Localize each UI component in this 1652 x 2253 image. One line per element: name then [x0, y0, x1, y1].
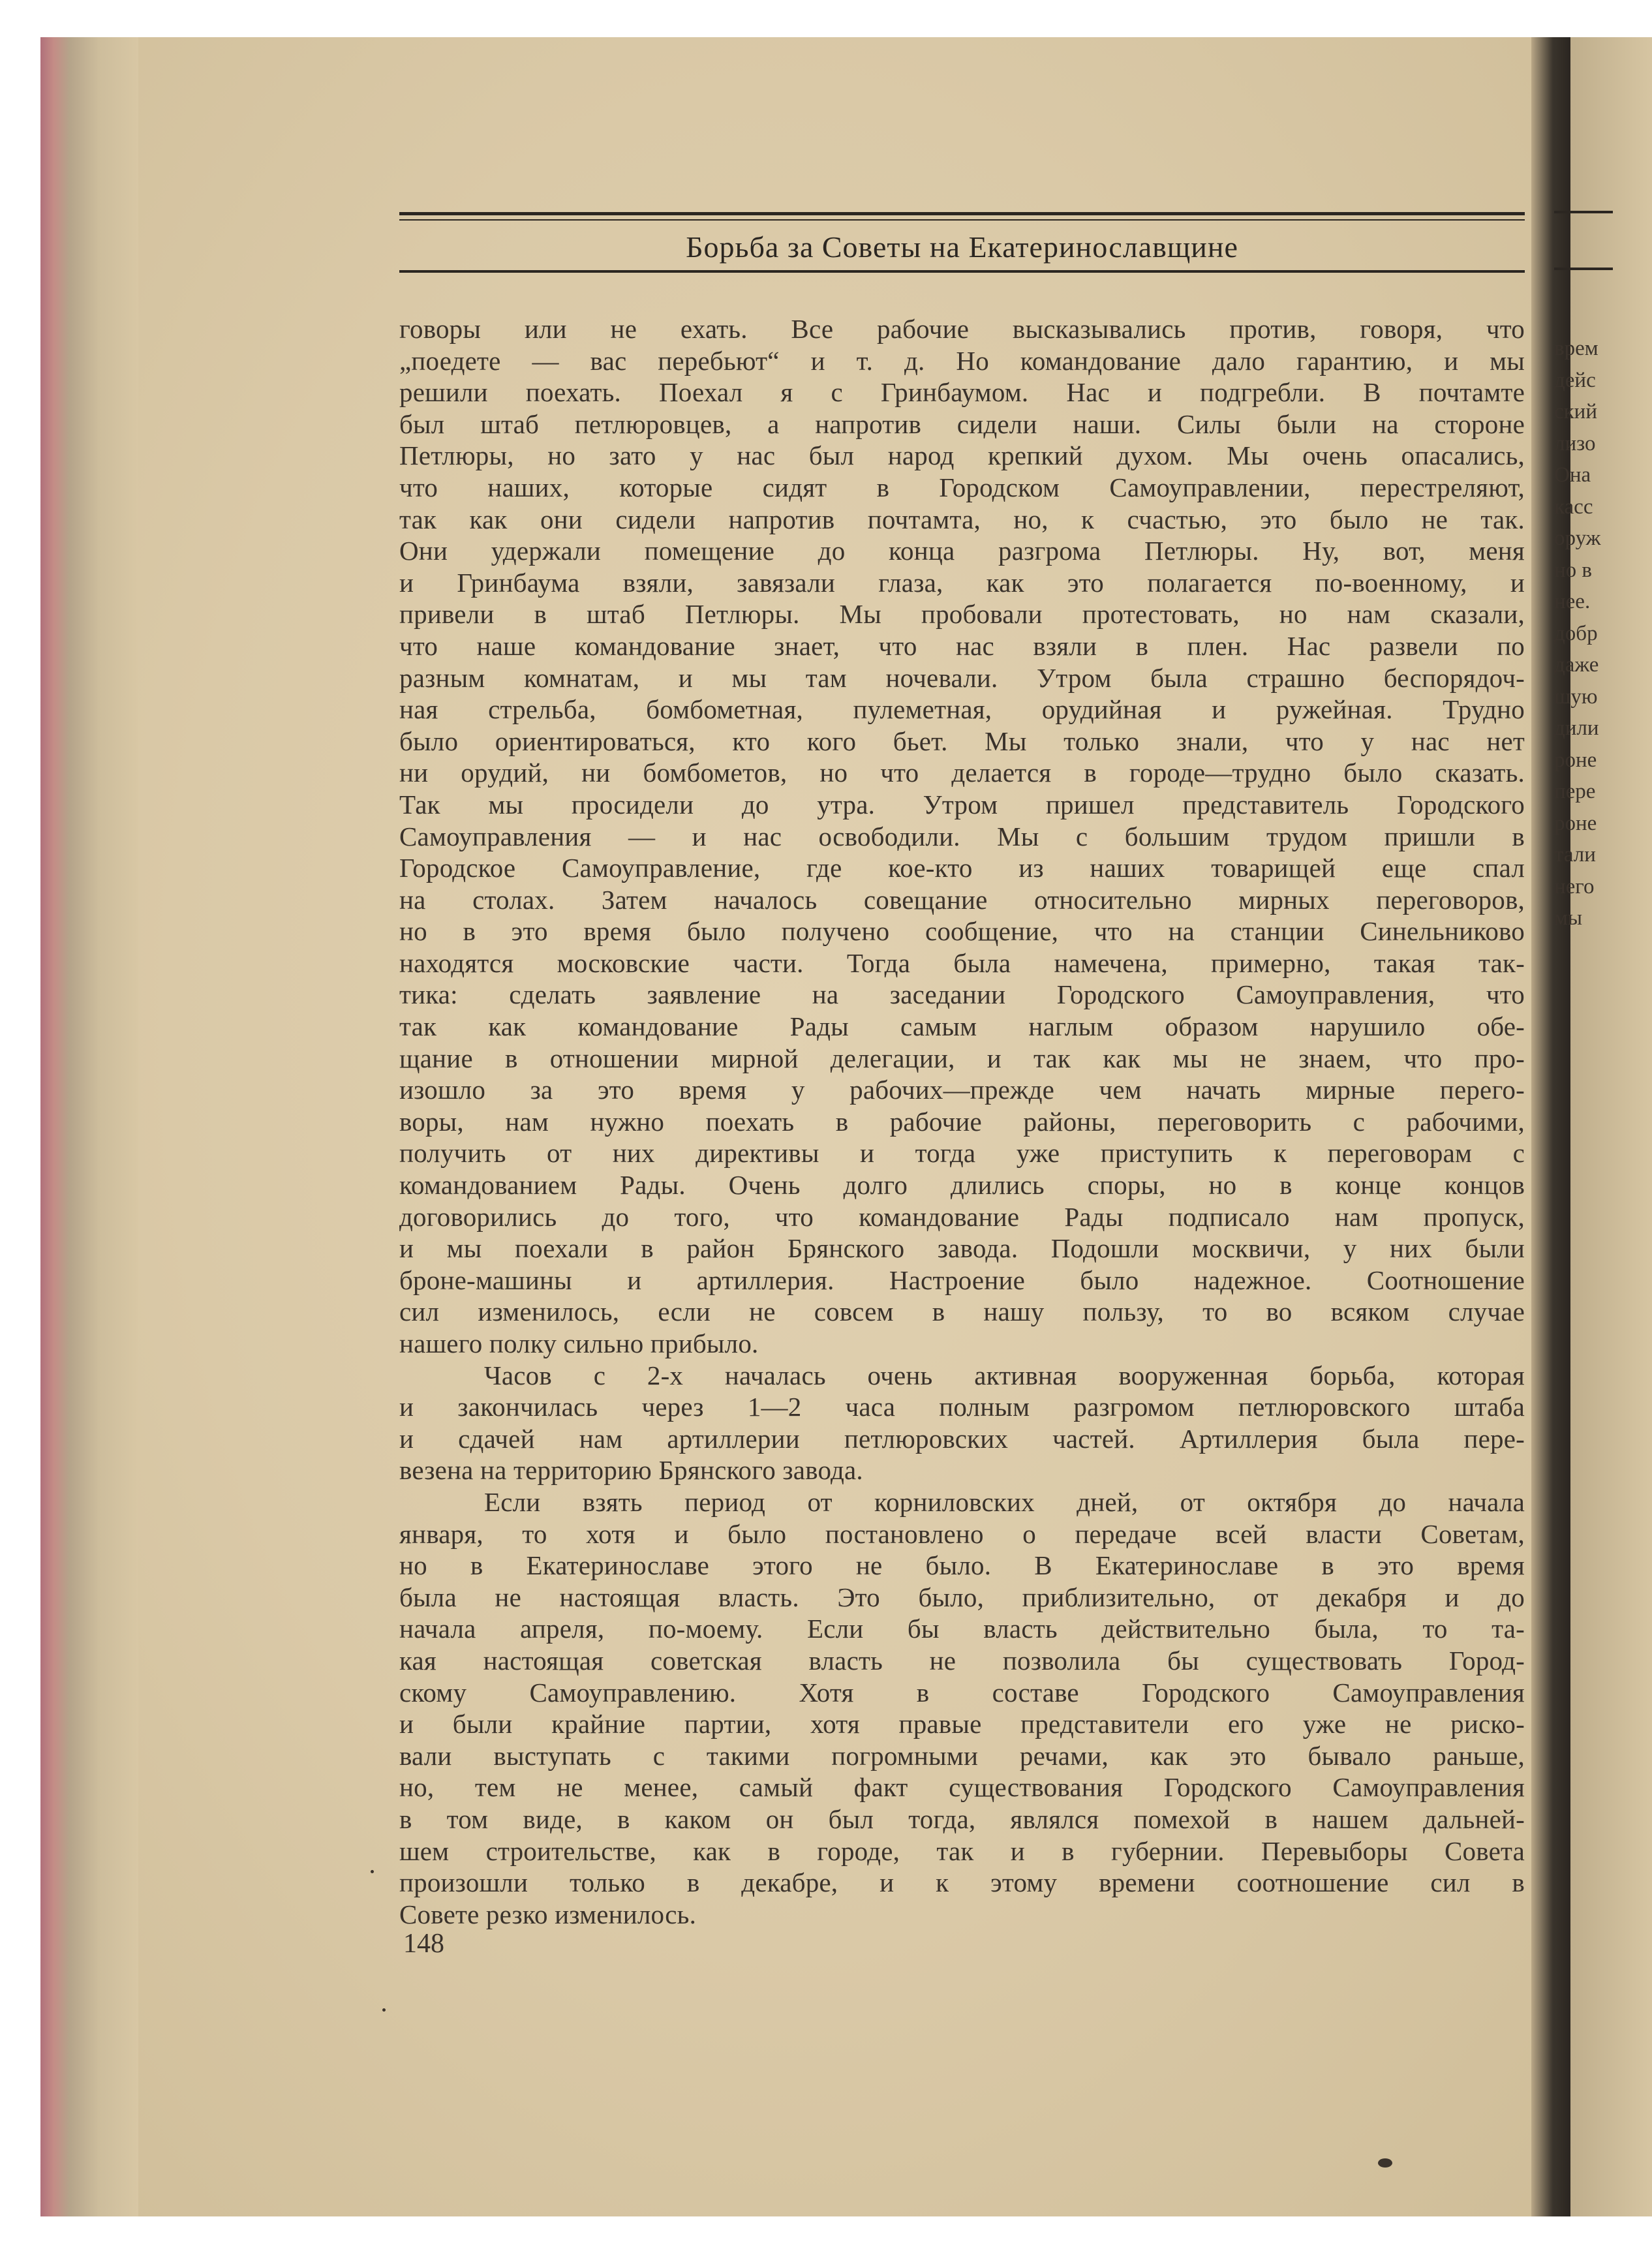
text-line: броне-машины и артиллерия. Настроение было надежное. Соотношение	[399, 1264, 1525, 1295]
next-page-fragment: шую	[1554, 684, 1598, 709]
text-line: Совете резко изменилось.	[399, 1899, 697, 1929]
text-line: ни орудий, ни бомбометов, но что делается в городе—трудно было сказать.	[399, 758, 1525, 788]
text-line: но, тем не менее, самый факт существования Городского Самоуправления	[399, 1772, 1525, 1803]
text-line: везена на территорию Брянского завода.	[399, 1455, 863, 1486]
next-page-rule-top	[1554, 211, 1613, 213]
text-line: но в Екатеринославе этого не было. В Екатеринославе в это время	[399, 1550, 1525, 1581]
text-line: был штаб петлюровцев, а напротив сидели наши. Силы были на стороне	[399, 408, 1525, 439]
next-page-fragment: него	[1554, 874, 1595, 898]
text-line: начала апреля, по-моему. Если бы власть действительно была, то та-	[399, 1614, 1525, 1644]
text-line: на столах. Затем началось совещание относительно мирных переговоров,	[399, 884, 1525, 915]
next-page-fragment: но в	[1554, 558, 1592, 582]
text-line: Городское Самоуправление, где кое-кто из наших товарищей еще спал	[399, 853, 1525, 883]
text-line: так как командование Рады самым наглым образом нарушило обе-	[399, 1011, 1525, 1042]
body-text	[399, 313, 1525, 1930]
header-rule-top-thin	[399, 219, 1525, 221]
text-line: и Гринбаума взяли, завязали глаза, как это полагается по-военному, и	[399, 567, 1525, 598]
header-rule-top	[399, 212, 1525, 215]
text-line: командованием Рады. Очень долго длились споры, но в конце концов	[399, 1170, 1525, 1201]
text-line: изошло за это время у рабочих—прежде чем начать мирные перего-	[399, 1075, 1525, 1105]
next-page-fragment: дили	[1554, 716, 1599, 740]
text-line: нашего полку сильно прибыло.	[399, 1328, 759, 1358]
text-line: была не настоящая власть. Это было, приблизительно, от декабря и до	[399, 1582, 1525, 1612]
text-line: скому Самоуправлению. Хотя в составе Городского Самоуправления	[399, 1677, 1525, 1708]
next-page-fragment: пере	[1554, 780, 1596, 803]
text-line: Самоуправления — и нас освободили. Мы с большим трудом пришли в	[399, 821, 1525, 851]
text-line: Они удержали помещение до конца разгрома Петлюры. Ну, вот, меня	[399, 536, 1525, 566]
text-line: января, то хотя и было постановлено о передаче всей власти Советам,	[399, 1518, 1525, 1549]
text-line: Часов с 2-х началась очень активная вооруженная борьба, которая	[484, 1360, 1525, 1390]
text-line: ная стрельба, бомбометная, пулеметная, орудийная и ружейная. Трудно	[399, 694, 1525, 725]
text-line: Петлюры, но зато у нас был народ крепкий духом. Мы очень опасались,	[399, 440, 1525, 471]
text-line: воры, нам нужно поехать в рабочие районы, переговорить с рабочими,	[399, 1106, 1525, 1137]
next-page-fragment: лизо	[1554, 431, 1596, 455]
text-line: что наше командование знает, что нас взяли в плен. Нас развели по	[399, 630, 1525, 661]
running-head: Борьба за Советы на Екатеринославщине	[686, 230, 1238, 264]
text-line: решили поехать. Поехал я с Гринбаумом. Нас и подгребли. В почтамте	[399, 377, 1525, 408]
next-page-fragment: оруж	[1554, 527, 1601, 550]
next-page-fragment: Она	[1554, 463, 1591, 487]
text-line: щание в отношении мирной делегации, и так как мы не знаем, что про-	[399, 1043, 1525, 1073]
text-line: Если взять период от корниловских дней, от октября до начала	[484, 1486, 1525, 1517]
text-line: вали выступать с такими погромными речами, как это бывало раньше,	[399, 1740, 1525, 1771]
text-line: в том виде, в каком он был тогда, являлся помехой в нашем дальней-	[399, 1803, 1525, 1834]
text-line: и сдачей нам артиллерии петлюровских частей. Артиллерия была пере-	[399, 1423, 1525, 1454]
text-line: кая настоящая советская власть не позволила бы существовать Город-	[399, 1645, 1525, 1676]
text-line: „поедете — вас перебьют“ и т. д. Но командование дало гарантию, и мы	[399, 345, 1525, 376]
text-line: но в это время было получено сообщение, что на станции Синельниково	[399, 916, 1525, 947]
text-line: и мы поехали в район Брянского завода. Подошли москвичи, у них были	[399, 1233, 1525, 1264]
ink-blot	[1378, 2158, 1392, 2168]
next-page-fragment: даже	[1554, 653, 1599, 677]
ink-speck	[382, 2008, 386, 2012]
next-page-fragment: роне	[1554, 748, 1597, 772]
text-line: произошли только в декабре, и к этому времени соотношение сил в	[399, 1867, 1525, 1898]
text-line: что наших, которые сидят в Городском Самоуправлении, перестреляют,	[399, 472, 1525, 502]
next-page-column	[1554, 333, 1652, 934]
text-line: тика: сделать заявление на заседании Городского Самоуправления, что	[399, 979, 1525, 1010]
ink-speck	[371, 1870, 374, 1873]
page-number: 148	[403, 1929, 444, 1959]
text-line: говоры или не ехать. Все рабочие высказывались против, говоря, что	[399, 314, 1525, 344]
book-cover-edge	[40, 37, 138, 2216]
next-page-fragment: роне	[1554, 811, 1597, 835]
text-line: шем строительстве, как в городе, так и в губернии. Перевыборы Совета	[399, 1835, 1525, 1866]
text-line: находятся московские части. Тогда была намечена, примерно, такая так-	[399, 947, 1525, 978]
header-rule-bottom	[399, 270, 1525, 273]
next-page-fragment: мы	[1554, 906, 1583, 930]
text-line: и были крайние партии, хотя правые представители его уже не риско-	[399, 1709, 1525, 1740]
next-page-fragment: врем	[1554, 337, 1598, 360]
next-page-fragment: касс	[1554, 495, 1593, 519]
text-line: получить от них директивы и тогда уже приступить к переговорам с	[399, 1138, 1525, 1169]
next-page-fragment: дейс	[1554, 368, 1596, 392]
text-line: привели в штаб Петлюры. Мы пробовали протестовать, но нам сказали,	[399, 599, 1525, 630]
next-page-fragment: ский	[1554, 400, 1597, 423]
next-page-fragment: тали	[1554, 843, 1596, 866]
next-page-fragment: нее.	[1554, 590, 1591, 613]
text-line: сил изменилось, если не совсем в нашу пользу, то во всяком случае	[399, 1296, 1525, 1327]
text-line: разным комнатам, и мы там ночевали. Утром была страшно беспорядоч-	[399, 662, 1525, 693]
text-line: было ориентироваться, кто кого бьет. Мы только знали, что у нас нет	[399, 726, 1525, 756]
text-line: договорились до того, что командование Рады подписало нам пропуск,	[399, 1201, 1525, 1232]
text-line: и закончилась через 1—2 часа полным разгромом петлюровского штаба	[399, 1392, 1525, 1422]
text-line: так как они сидели напротив почтамта, но, к счастью, это было не так.	[399, 504, 1525, 534]
next-page-fragment: добр	[1554, 621, 1598, 645]
next-page-rule-bottom	[1554, 268, 1613, 270]
text-line: Так мы просидели до утра. Утром пришел представитель Городского	[399, 789, 1525, 820]
